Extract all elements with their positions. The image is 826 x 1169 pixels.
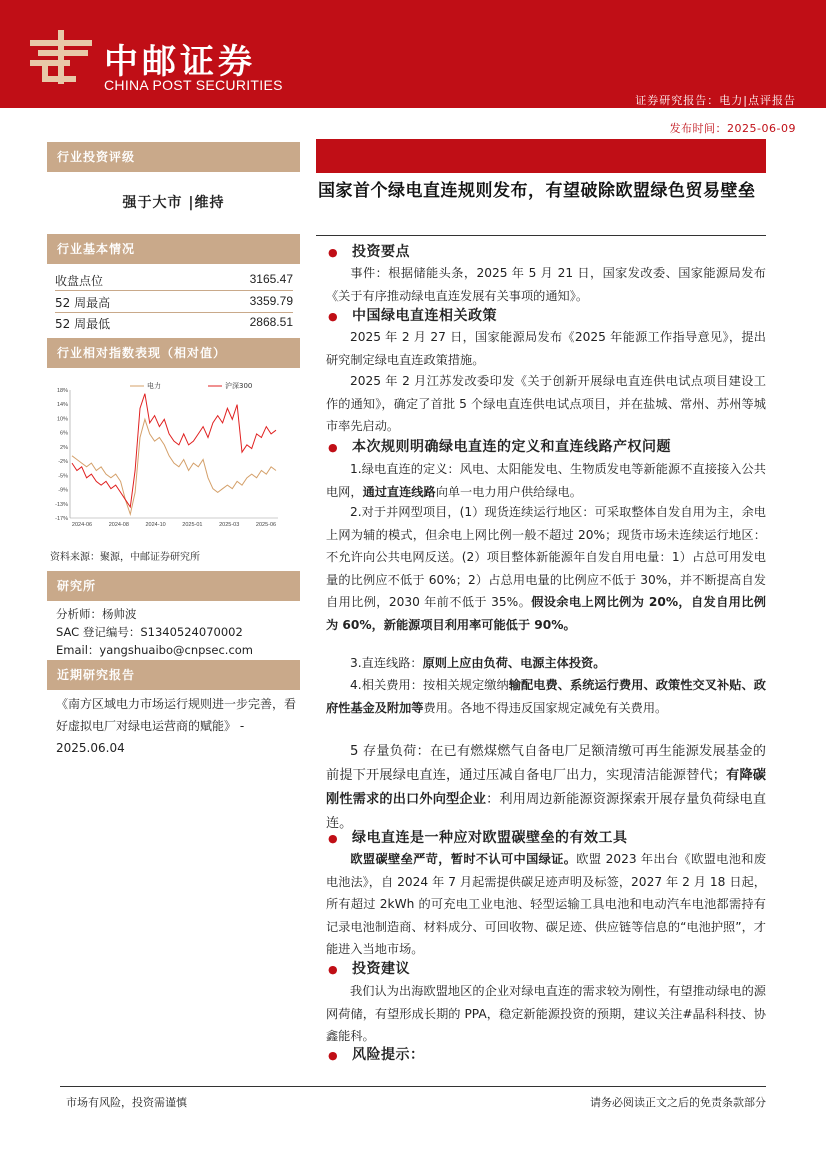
bullet-icon: ● <box>328 832 339 845</box>
y-tick-label: -17% <box>55 516 68 522</box>
paragraph: 2025 年 2 月江苏发改委印发《关于创新开展绿电直连供电试点项目建设工作的通知》，确定了首批 5 个绿电直连供电试点项目，并在盐城、常州、苏州等城市率先启动。 <box>326 374 766 433</box>
relative-index-chart <box>50 378 290 528</box>
legend-label: 电力 <box>147 382 161 390</box>
x-tick-label: 2025-01 <box>182 522 203 528</box>
bullet-icon: ● <box>328 963 339 976</box>
publish-date: 发布时间：2025-06-09 <box>669 122 796 135</box>
y-tick-label: -9% <box>58 487 68 494</box>
title-bar <box>316 139 766 173</box>
section-heading: ● 绿电直连是一种应对欧盟碳壁垒的有效工具 <box>328 830 628 846</box>
paragraph: 1.绿电直连的定义：风电、太阳能发电、生物质发电等新能源不直接接入公共电网，通过直连线路向单一电力用户供给绿电。 <box>326 462 766 499</box>
stat-value: 3165.47 <box>249 272 293 286</box>
title-divider <box>316 235 766 236</box>
chart-header: 行业相对指数表现（相对值） <box>47 338 300 368</box>
analyst-name: 分析师：杨帅波 <box>56 607 137 621</box>
stat-label: 52 周最高 <box>55 296 111 310</box>
bullet-icon: ● <box>328 1049 339 1062</box>
bullet-icon: ● <box>328 310 339 323</box>
series-line-0 <box>72 419 276 514</box>
section-heading: ● 本次规则明确绿电直连的定义和直连线路产权问题 <box>328 439 671 455</box>
recent-report-link[interactable]: 《南方区域电力市场运行规则进一步完善，看好虚拟电厂对绿电运营商的赋能》 - 2025.06.04 <box>56 697 297 755</box>
stat-value: 2868.51 <box>249 315 293 329</box>
footer-divider <box>60 1086 766 1087</box>
x-tick-label: 2024-10 <box>145 522 166 528</box>
paragraph: 3.直连线路：原则上应由负荷、电源主体投资。 <box>350 656 606 670</box>
china-post-logo-icon <box>28 30 94 84</box>
y-tick-label: 18% <box>56 388 68 394</box>
stat-row <box>55 270 293 290</box>
section-heading: ● 风险提示： <box>328 1047 425 1063</box>
footer-risk-note: 市场有风险，投资需谨慎 <box>66 1096 187 1109</box>
stat-label: 收盘点位 <box>55 274 104 288</box>
research-header: 研究所 <box>47 571 300 601</box>
report-title: 国家首个绿电直连规则发布，有望破除欧盟绿色贸易壁垒 <box>318 181 756 201</box>
paragraph: 2.对于并网型项目，(1）现货连续运行地区：可采取整体自发自用为主，余电上网为辅的模式，但余电上网比例一般不超过 20%；现货市场未连续运行地区：不允许向公共电网反送。(2）项目整体新能源年自发自用电量：1）占总可用发电量的比例应不低于 60%；2）占总用电量的比例应不低于 30%，并不断提高自发自用比例，2030 年前不低于 35%。假设余电上网比例为 20%，自发自用比例为 60%，新能源项目利用率可能低于 90%。 <box>326 505 766 632</box>
section-heading: ● 投资建议 <box>328 961 410 977</box>
bullet-icon: ● <box>328 246 339 259</box>
industry-rating: 强于大市 |维持 <box>122 195 225 211</box>
y-tick-label: -2% <box>58 459 68 466</box>
header-band <box>0 0 826 108</box>
sac-number: SAC 登记编号：S1340524070002 <box>56 625 243 639</box>
section-heading: ● 投资要点 <box>328 244 410 260</box>
y-tick-label: -5% <box>58 473 68 480</box>
chart-source: 资料来源：聚源，中邮证券研究所 <box>50 552 200 563</box>
y-tick-label: 2% <box>60 444 68 451</box>
x-tick-label: 2024-06 <box>71 522 93 528</box>
paragraph: 5 存量负荷：在已有燃煤燃气自备电厂足额清缴可再生能源发展基金的前提下开展绿电直连，通过压减自备电厂出力，实现清洁能源替代；有降碳刚性需求的出口外向型企业：利用周边新能源资源探索开展存量负荷绿电直连。 <box>326 744 767 831</box>
stat-value: 3359.79 <box>249 294 293 308</box>
bullet-icon: ● <box>328 441 339 454</box>
paragraph: 事件：根据储能头条，2025 年 5 月 21 日，国家发改委、国家能源局发布《关于有序推动绿电直连发展有关事项的通知》。 <box>326 266 766 303</box>
divider <box>55 290 293 291</box>
paragraph: 欧盟碳壁垒严苛，暂时不认可中国绿证。欧盟 2023 年出台《欧盟电池和废电池法》，自 2024 年 7 月起需提供碳足迹声明及标签，2027 年 2 月 18 日起，所有超过 2kWh 的可充电工业电池、轻型运输工具电池和电动汽车电池都需持有记录电池制造商、材料成分、可回收物、碳足迹、供应链等信息的“电池护照”，才能进入当地市场。 <box>326 852 767 956</box>
series-line-1 <box>72 394 276 507</box>
footer-disclaimer: 请务必阅读正文之后的免责条款部分 <box>590 1096 766 1109</box>
stat-row <box>55 313 293 333</box>
basics-header: 行业基本情况 <box>47 234 300 264</box>
paragraph: 4.相关费用：按相关规定缴纳输配电费、系统运行费用、政策性交叉补贴、政府性基金及附加等费用。各地不得违反国家规定减免有关费用。 <box>326 678 766 715</box>
analyst-email[interactable]: Email：yangshuaibo@cnpsec.com <box>56 643 254 657</box>
y-tick-label: 6% <box>60 430 68 437</box>
y-tick-label: -13% <box>55 501 68 508</box>
paragraph: 我们认为出海欧盟地区的企业对绿电直连的需求较为刚性，有望推动绿电的源网荷储，有望形成长期的 PPA，稳定新能源投资的预期，建议关注#晶科科技、协鑫能科。 <box>326 984 766 1043</box>
stat-row <box>55 292 293 312</box>
legend-label: 沪深300 <box>225 382 253 390</box>
report-type: 证券研究报告：电力|点评报告 <box>635 94 796 107</box>
rating-header: 行业投资评级 <box>47 142 300 172</box>
stat-label: 52 周最低 <box>55 317 111 331</box>
y-tick-label: 10% <box>56 416 68 423</box>
x-tick-label: 2025-06 <box>255 522 277 528</box>
brand-name-cn: 中邮证券 <box>104 42 256 82</box>
recent-reports-header: 近期研究报告 <box>47 660 300 690</box>
paragraph: 2025 年 2 月 27 日，国家能源局发布《2025 年能源工作指导意见》，提出研究制定绿电直连政策措施。 <box>326 330 766 367</box>
y-tick-label: 14% <box>56 402 68 409</box>
x-tick-label: 2025-03 <box>219 522 240 528</box>
section-heading: ● 中国绿电直连相关政策 <box>328 308 497 324</box>
x-tick-label: 2024-08 <box>108 522 129 528</box>
brand-name-en: CHINA POST SECURITIES <box>104 77 283 93</box>
